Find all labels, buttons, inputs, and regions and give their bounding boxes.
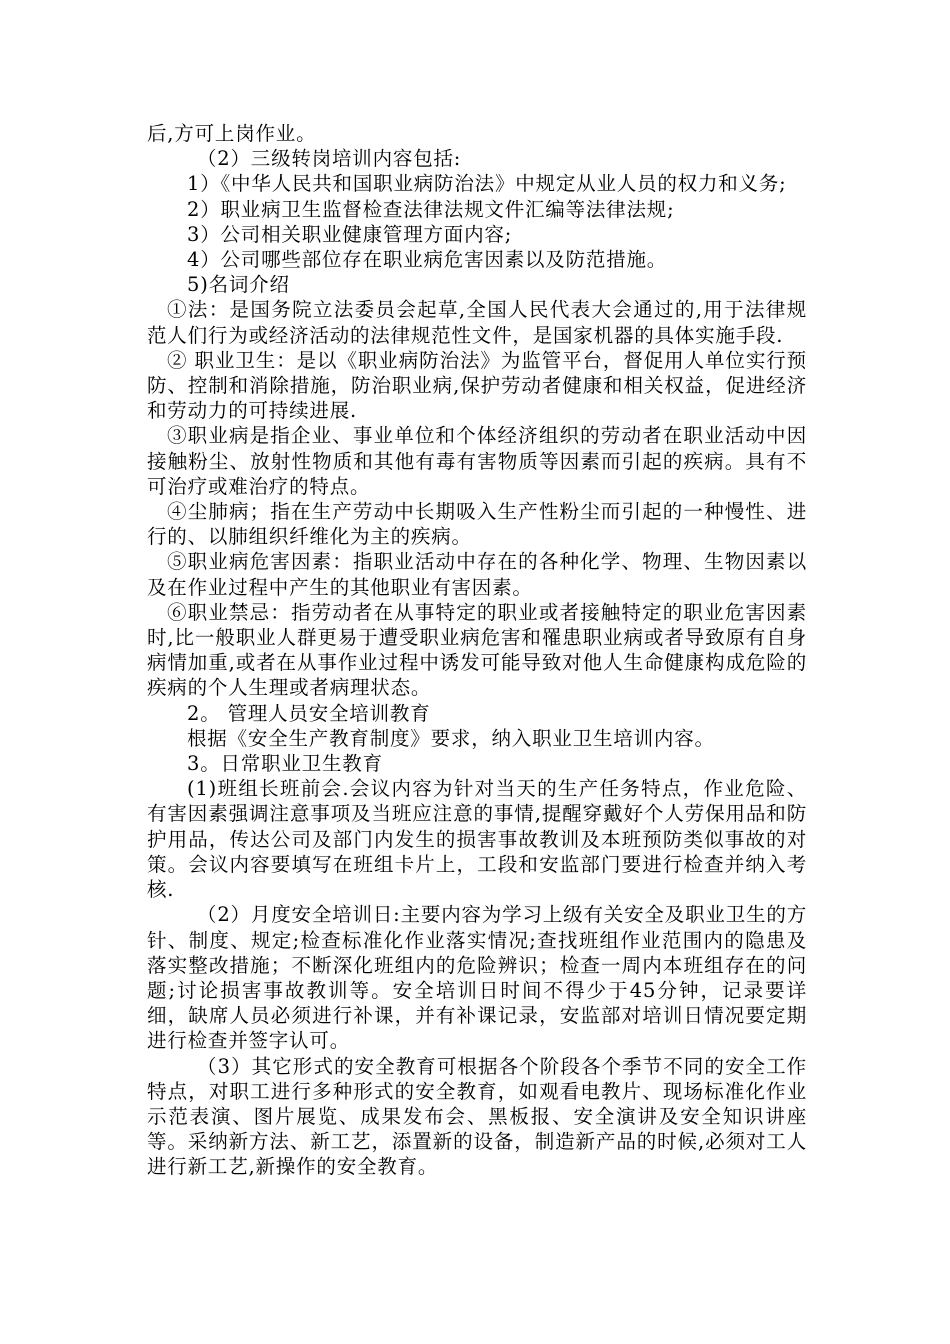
term-occupational-health: ② 职业卫生：是以《职业病防治法》为监管平台，督促用人单位实行预防、控制和消除措施，防治职业病,保护劳动者健康和相关权益，促进经济和劳动力的可持续进展. xyxy=(147,348,807,423)
term-occupational-disease: ③职业病是指企业、事业单位和个体经济组织的劳动者在职业活动中因接触粉尘、放射性物质和其他有毒有害物质等因素而引起的疾病。具有不可治疗或难治疗的特点。 xyxy=(147,424,807,498)
term-hazard-factors: ⑤职业病危害因素：指职业活动中存在的各种化学、物理、生物因素以及在作业过程中产生的其他职业有害因素。 xyxy=(147,550,807,599)
term-contraindication: ⑥职业禁忌：指劳动者在从事特定的职业或者接触特定的职业危害因素时,比一般职业人群更易于遭受职业病危害和罹患职业病或者导致原有自身病情加重,或者在从事作业过程中诱发可能导致对他人生命健康构成危险的疾病的个人生理或者病理状态。 xyxy=(147,600,807,700)
section-heading-management-training: 2。 管理人员安全培训教育 xyxy=(187,701,431,725)
paragraph-continuation: 后,方可上岗作业。 xyxy=(147,122,317,145)
paragraph-transfer-training-heading: （2）三级转岗培训内容包括: xyxy=(197,147,462,171)
list-item-3: 3）公司相关职业健康管理方面内容; xyxy=(187,222,513,246)
list-item-4: 4）公司哪些部位存在职业病危害因素以及防范措施。 xyxy=(187,248,668,272)
paragraph-pre-shift-meeting: (1)班组长班前会.会议内容为针对当天的生产任务特点，作业危险、有害因素强调注意事项及当班应注意的事情,提醒穿戴好个人劳保用品和防护用品，传达公司及部门内发生的损害事故教训及本班预防类似事故的对策。会议内容要填写在班组卡片上，工段和安监部门要进行检查并纳入考核. xyxy=(147,777,807,902)
paragraph-management-training: 根据《安全生产教育制度》要求，纳入职业卫生培训内容。 xyxy=(187,726,715,750)
paragraph-other-education: （3）其它形式的安全教育可根据各个阶段各个季节不同的安全工作特点，对职工进行多种形式的安全教育，如观看电教片、现场标准化作业示范表演、图片展览、成果发布会、黑板报、安全演讲及安全知识讲座等。采纳新方法、新工艺，添置新的设备，制造新产品的时候,必须对工人进行新工艺,新操作的安全教育。 xyxy=(147,1054,807,1179)
document-body xyxy=(147,121,807,1180)
list-item-2: 2）职业病卫生监督检查法律法规文件汇编等法律法规; xyxy=(187,197,675,221)
term-pneumoconiosis: ④尘肺病；指在生产劳动中长期吸入生产性粉尘而引起的一种慢性、进行的、以肺组织纤维化为主的疾病。 xyxy=(147,500,807,549)
term-law: ①法：是国务院立法委员会起草,全国人民代表大会通过的,用于法律规范人们行为或经济活动的法律规范性文件，是国家机器的具体实施手段. xyxy=(147,298,807,347)
list-item-5: 5)名词介绍 xyxy=(187,273,290,297)
list-item-1: 1）《中华人民共和国职业病防治法》中规定从业人员的权力和义务; xyxy=(187,172,787,196)
section-heading-daily-education: 3。日常职业卫生教育 xyxy=(187,752,383,776)
paragraph-monthly-training: （2）月度安全培训日:主要内容为学习上级有关安全及职业卫生的方针、制度、规定;检查标准化作业落实情况;查找班组作业范围内的隐患及落实整改措施；不断深化班组内的危险辨识；检查一周内本班组存在的问题;讨论损害事故教训等。安全培训日时间不得少于45分钟，记录要详细，缺席人员必须进行补课，并有补课记录，安监部对培训日情况要定期进行检查并签字认可。 xyxy=(147,903,807,1053)
